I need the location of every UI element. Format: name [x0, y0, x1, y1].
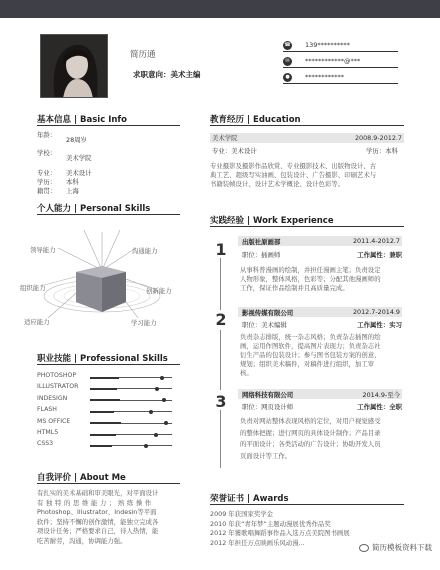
skill-fill [90, 377, 119, 379]
skill-fill [90, 399, 120, 401]
job-line: 工作，保证作品绘制并且高质量完成。 [240, 284, 349, 292]
job-line: 从事科普漫画的绘制，并担任漫画主笔；负责设定 [240, 266, 381, 274]
job-line: 衍生产品的包装设计；参与图书包装方案的创意、 [240, 351, 381, 359]
job-line: 的平面设计；各类活动的广告设计；协助开发人员 [240, 440, 381, 448]
profile-photo [40, 34, 108, 98]
phone-icon: ☎ [284, 42, 291, 48]
education-header [210, 133, 404, 143]
job-company: 影视传媒有限公司 [242, 309, 294, 317]
job-line: 负责杂志排版，统一杂志风格；负责杂志插图的绘 [240, 333, 381, 341]
contact-email-text: ************@*** [305, 57, 361, 65]
personal-skills-divider [37, 214, 180, 215]
job-company: 出版社原画部 [242, 238, 281, 246]
basic-value-age: 28周岁 [66, 136, 87, 144]
skill-fill [90, 422, 121, 424]
job-type: 工作属性：全职 [357, 403, 402, 411]
job-description [240, 416, 404, 462]
about-line: Photoshop、Illustrator、Indesin等平面 [37, 508, 157, 516]
contact-location [283, 72, 398, 84]
about-me-title: 自我评价 | About Me [37, 473, 126, 483]
professional-skills-divider [37, 364, 180, 365]
basic-info-divider [37, 125, 180, 126]
education-period: 2008.9-2012.7 [354, 134, 402, 142]
skill-name: INDESIGN [37, 394, 68, 402]
skill-fill [90, 411, 114, 413]
skill-name: ILLUSTRATOR [37, 383, 79, 391]
job-header [238, 389, 402, 399]
job-meta [242, 320, 402, 329]
job-header [238, 236, 402, 246]
about-line: 有扎实的美术基础和审美眼光，对平面设计 [37, 489, 159, 497]
education-line: 典工艺、超级写实油画、包装设计、广告摄影、印刷艺术与 [210, 171, 377, 179]
job-intent-value: 美术主编 [170, 70, 201, 79]
professional-skills-title: 职业技能 | Professional Skills [37, 354, 168, 364]
contact-phone-text: 139********** [305, 41, 350, 49]
job-line: 人物形象，整体风格，色彩等；分配其他漫画师的 [240, 275, 381, 283]
education-title: 教育经历 | Education [210, 115, 301, 125]
skill-level-dot [160, 376, 164, 380]
contact-email [283, 56, 398, 68]
job-line: 画，运用作图软件，提高图片表现力；负责杂志社 [240, 342, 381, 350]
job-line: 的整体把握；进行网页的具体设计制作；产品目录 [240, 428, 381, 437]
job-position: 职位：网页设计师 [242, 403, 294, 411]
education-courses [210, 162, 406, 189]
basic-value-hometown: 上海 [66, 187, 79, 195]
skill-leadership: 领导能力 [30, 246, 56, 254]
skill-name: HTML5 [37, 429, 59, 436]
education-divider [210, 125, 404, 126]
job-number: 1 [215, 240, 227, 259]
education-major: 专业：美术设计 [212, 147, 257, 155]
contact-phone [283, 40, 398, 52]
award-item: 2012 年獲歌唱舞蹈事作品入选万点美院图书画展 [210, 529, 350, 537]
award-item: 2012 年担任万点映画乐风动漫... [210, 538, 305, 547]
personal-skills-title: 个人能力 | Personal Skills [37, 204, 151, 214]
about-me-text [37, 489, 180, 546]
job-intent [133, 69, 201, 80]
basic-info-title: 基本信息 | Basic Info [37, 115, 127, 125]
resume-name: 简历通 [130, 50, 156, 60]
job-company: 网络科技有限公司 [242, 391, 294, 399]
timeline-line [220, 330, 221, 390]
job-intent-label: 求职意向： [133, 70, 171, 79]
education-line: 书籍装帧设计、设计艺术学概论、设计色彩等。 [210, 180, 345, 188]
skill-name: FLASH [37, 406, 57, 414]
job-period: 2014.9-至今 [362, 391, 400, 399]
skill-level-dot [164, 421, 168, 425]
about-me-divider [37, 483, 180, 484]
job-period: 2012.7-2014.9 [352, 308, 400, 316]
skill-fill [90, 388, 117, 390]
education-school: 美术学院 [212, 134, 238, 142]
job-meta [242, 250, 402, 259]
education-line: 专业摄影及摄影作品欣赏、专业摄影技术、出版物设计、古 [210, 162, 377, 170]
award-item: 2010 年获“青年梦”主题动漫展优秀作品奖 [210, 519, 331, 528]
location-icon: ● [283, 73, 292, 82]
about-line: 有独特的思维能力；熟练操作 [37, 498, 154, 507]
skill-organization: 组织能力 [20, 284, 46, 292]
job-meta [242, 402, 402, 411]
work-experience-title: 实践经验 | Work Experience [210, 216, 334, 226]
skill-fill [90, 445, 112, 447]
about-line: 吃苦耐劳，沟通，协调能力强。 [37, 536, 127, 545]
skill-level-dot [162, 398, 166, 402]
watermark [359, 542, 432, 553]
wechat-icon [359, 544, 369, 552]
timeline-line [220, 258, 221, 310]
job-line: 负责对网站整体表现风格的定位，对用户视觉感受 [240, 417, 381, 425]
watermark-text: 简历模板资料下载 [372, 543, 432, 552]
basic-label-age: 年龄： [37, 131, 57, 139]
job-type: 工作属性：兼职 [357, 251, 402, 259]
skill-level-dot [149, 410, 153, 414]
contact-location-text: ************ [305, 73, 344, 81]
top-bar [0, 0, 440, 18]
job-description [240, 333, 404, 378]
job-line: 规划；组织美术稿件，对稿件进行组织，加工审 [240, 360, 375, 368]
awards-divider [210, 504, 404, 505]
basic-label-major: 专业： [37, 169, 57, 177]
skill-name: PHOTOSHOP [37, 372, 77, 379]
about-line: 软件；坚持不懈的创作激情，能独立完成各 [37, 517, 159, 526]
basic-value-school: 美术学院 [66, 154, 92, 162]
basic-value-degree: 本科 [66, 178, 79, 186]
job-number: 2 [215, 310, 227, 329]
skill-level-dot [155, 387, 159, 391]
job-header [238, 307, 402, 317]
skill-adaptability: 适应能力 [24, 318, 50, 326]
job-position: 职位：插画师 [242, 251, 281, 259]
skill-level-dot [144, 444, 148, 448]
job-line: 核。 [240, 369, 253, 377]
award-item: 2009 年获国家奖学金 [210, 510, 274, 518]
basic-label-school: 学校： [37, 149, 57, 157]
skill-communication: 沟通能力 [132, 247, 158, 255]
skill-innovation: 创新能力 [146, 287, 172, 295]
basic-label-degree: 学历： [37, 178, 57, 186]
basic-value-major: 美术设计 [66, 169, 92, 177]
work-experience-divider [210, 226, 404, 227]
skill-name: MS OFFICE [37, 417, 71, 425]
timeline-line [220, 410, 221, 468]
skill-level-dot [154, 433, 158, 437]
job-type: 工作属性：实习 [357, 321, 402, 329]
job-position: 职位：美术编辑 [242, 321, 287, 329]
job-description [240, 266, 404, 293]
job-period: 2011.4-2012.7 [352, 237, 400, 245]
awards-title: 荣誉证书 | Awards [210, 494, 289, 504]
job-line: 页面设计等工作。 [240, 451, 292, 460]
email-icon: ✉ [283, 57, 292, 66]
basic-label-hometown: 籍贯： [37, 187, 57, 195]
skill-learning: 学习能力 [131, 319, 157, 327]
education-degree: 学历：本科 [366, 147, 398, 155]
job-number: 3 [215, 392, 227, 411]
skill-fill [90, 434, 116, 436]
skill-name: CSS3 [37, 440, 54, 448]
about-line: 项设计任务；严格要求自己，待人热情，能 [37, 527, 159, 535]
